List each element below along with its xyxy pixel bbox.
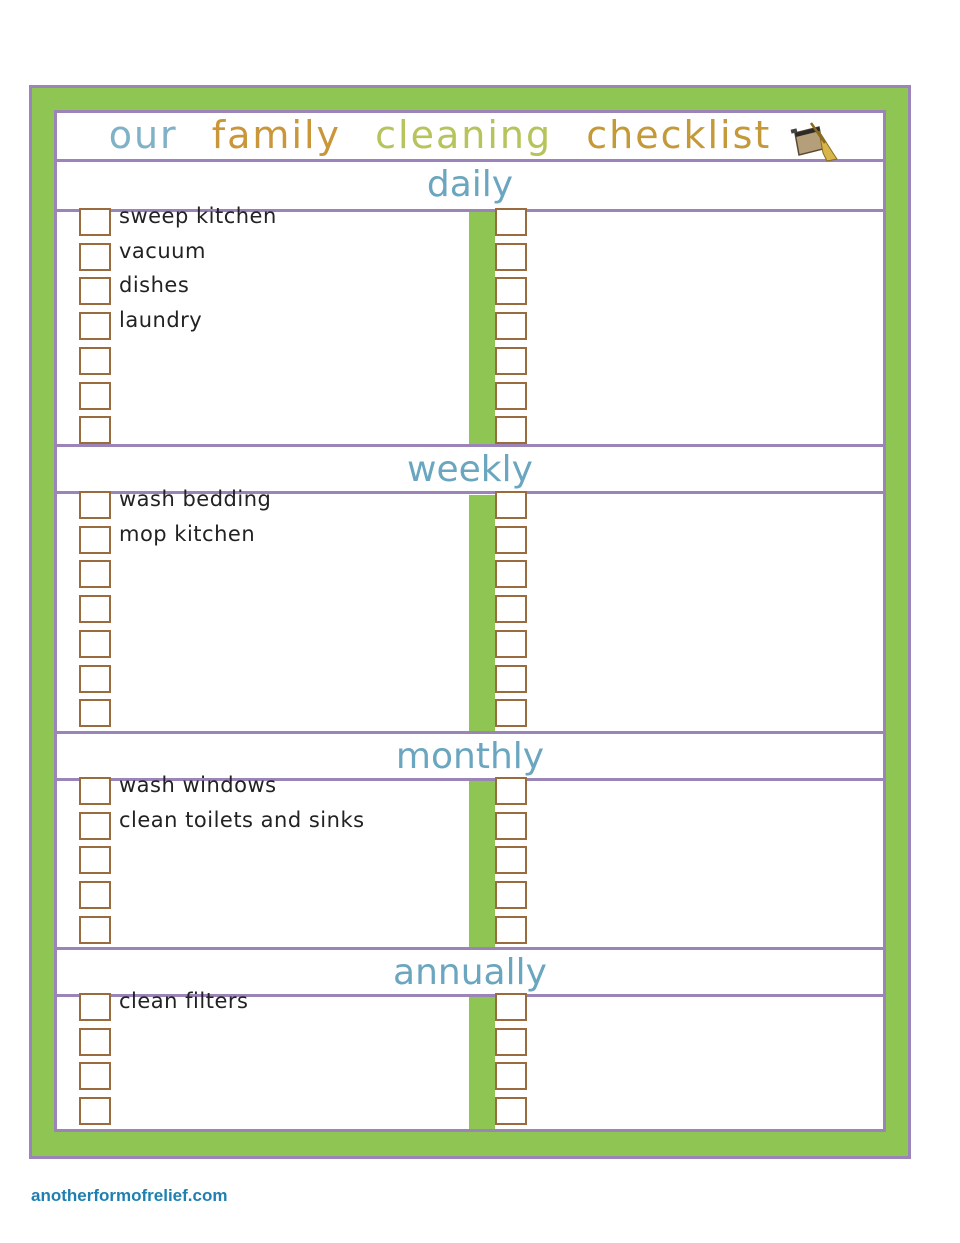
checkbox[interactable] [79, 277, 111, 305]
checklist-column-right [495, 212, 875, 444]
checklist-row [79, 204, 459, 242]
task-label: dishes [119, 273, 190, 298]
checklist-row [495, 1061, 875, 1096]
checklist-row [79, 381, 459, 416]
checklist-row [79, 1027, 459, 1062]
checklist-row [79, 773, 459, 811]
checklist-row [495, 276, 875, 311]
task-label: sweep kitchen [119, 204, 277, 228]
title-word: family [211, 113, 342, 157]
checklist-column-right [495, 997, 875, 1129]
task-label: mop kitchen [119, 521, 256, 546]
checklist-row [495, 992, 875, 1027]
checkbox[interactable] [79, 1062, 111, 1090]
task-label: laundry [119, 308, 203, 333]
checkbox[interactable] [495, 560, 527, 588]
checkbox[interactable] [79, 699, 111, 727]
checklist-card [54, 110, 886, 1132]
checkbox[interactable] [495, 382, 527, 410]
checklist-row [79, 915, 459, 950]
checkbox[interactable] [79, 312, 111, 340]
section-heading-daily: daily [57, 162, 883, 212]
section-heading-annually: annually [57, 947, 883, 997]
checklist-row [79, 845, 459, 880]
checklist-row [79, 629, 459, 664]
checkbox[interactable] [495, 630, 527, 658]
checkbox[interactable] [495, 665, 527, 693]
checklist-row [495, 381, 875, 416]
footer-url[interactable]: anotherformofrelief.com [31, 1186, 228, 1205]
column-divider [469, 212, 495, 444]
task-label: vacuum [119, 238, 206, 263]
checkbox[interactable] [495, 595, 527, 623]
section-body-monthly [57, 773, 883, 947]
section-heading-weekly: weekly [57, 444, 883, 494]
checkbox[interactable] [495, 916, 527, 944]
checklist-row [79, 698, 459, 733]
checkbox[interactable] [79, 916, 111, 944]
checklist-row [495, 776, 875, 811]
checklist-frame [29, 85, 911, 1159]
checkbox[interactable] [79, 595, 111, 623]
checkbox[interactable] [495, 777, 527, 805]
section-body-annually [57, 989, 883, 1129]
task-label: clean filters [119, 989, 249, 1013]
checklist-row [495, 880, 875, 915]
checklist-column-left [79, 989, 459, 1129]
column-divider [469, 781, 495, 947]
checklist-row [79, 594, 459, 629]
checkbox[interactable] [495, 243, 527, 271]
dustpan-broom-icon [789, 119, 843, 163]
column-divider [469, 997, 495, 1129]
checklist-row [495, 490, 875, 525]
checkbox[interactable] [79, 526, 111, 554]
checkbox[interactable] [79, 1028, 111, 1056]
checkbox[interactable] [79, 881, 111, 909]
checklist-row [79, 273, 459, 311]
checkbox[interactable] [79, 630, 111, 658]
checkbox[interactable] [495, 881, 527, 909]
checklist-row [495, 594, 875, 629]
checklist-row [79, 1061, 459, 1096]
checklist-row [495, 845, 875, 880]
checkbox[interactable] [79, 846, 111, 874]
checklist-column-left [79, 773, 459, 947]
title-word: cleaning [375, 113, 553, 157]
column-divider [469, 495, 495, 731]
title-word: checklist [586, 113, 772, 157]
checklist-row [495, 346, 875, 381]
checkbox[interactable] [495, 993, 527, 1021]
checkbox[interactable] [495, 208, 527, 236]
checkbox[interactable] [495, 491, 527, 519]
checkbox[interactable] [495, 416, 527, 444]
task-label: wash bedding [119, 487, 272, 511]
checkbox[interactable] [495, 1028, 527, 1056]
checkbox[interactable] [79, 208, 111, 236]
checklist-row [79, 346, 459, 381]
section-body-weekly [57, 487, 883, 731]
checklist-row [495, 559, 875, 594]
checkbox[interactable] [79, 1097, 111, 1125]
checklist-column-right [495, 495, 875, 731]
checklist-row [495, 525, 875, 560]
checklist-column-left [79, 204, 459, 444]
task-label: wash windows [119, 773, 277, 797]
checkbox[interactable] [495, 526, 527, 554]
checklist-row [495, 664, 875, 699]
checklist-row [495, 1096, 875, 1131]
checkbox[interactable] [79, 665, 111, 693]
section-heading-monthly: monthly [57, 731, 883, 781]
checklist-row [79, 559, 459, 594]
checklist-row [495, 811, 875, 846]
checklist-row [495, 311, 875, 346]
checkbox[interactable] [495, 1062, 527, 1090]
title-row [57, 113, 883, 162]
checkbox[interactable] [79, 382, 111, 410]
checklist-row [495, 242, 875, 277]
checkbox[interactable] [495, 812, 527, 840]
page-title [57, 113, 843, 157]
checklist-row [79, 807, 459, 846]
checkbox[interactable] [79, 993, 111, 1021]
checkbox[interactable] [79, 243, 111, 271]
checkbox[interactable] [495, 846, 527, 874]
checklist-row [79, 308, 459, 346]
checklist-row [495, 629, 875, 664]
checkbox[interactable] [495, 277, 527, 305]
checklist-row [79, 989, 459, 1027]
checkbox[interactable] [495, 347, 527, 375]
checkbox[interactable] [495, 1097, 527, 1125]
title-word: our [108, 113, 178, 157]
checkbox[interactable] [495, 312, 527, 340]
checkbox[interactable] [79, 416, 111, 444]
task-label: clean toilets and sinks [119, 807, 365, 832]
checklist-row [79, 238, 459, 277]
checkbox[interactable] [79, 347, 111, 375]
checklist-row [79, 880, 459, 915]
checklist-row [79, 521, 459, 560]
checklist-column-left [79, 487, 459, 731]
checklist-column-right [495, 781, 875, 947]
checklist-row [79, 487, 459, 525]
checklist-row [495, 207, 875, 242]
section-body-daily [57, 204, 883, 444]
checklist-row [79, 664, 459, 699]
checklist-row [495, 915, 875, 950]
checkbox[interactable] [79, 777, 111, 805]
checklist-row [79, 1096, 459, 1131]
checkbox[interactable] [495, 699, 527, 727]
checklist-row [495, 698, 875, 733]
checkbox[interactable] [79, 491, 111, 519]
checkbox[interactable] [79, 560, 111, 588]
checkbox[interactable] [79, 812, 111, 840]
checklist-row [495, 1027, 875, 1062]
